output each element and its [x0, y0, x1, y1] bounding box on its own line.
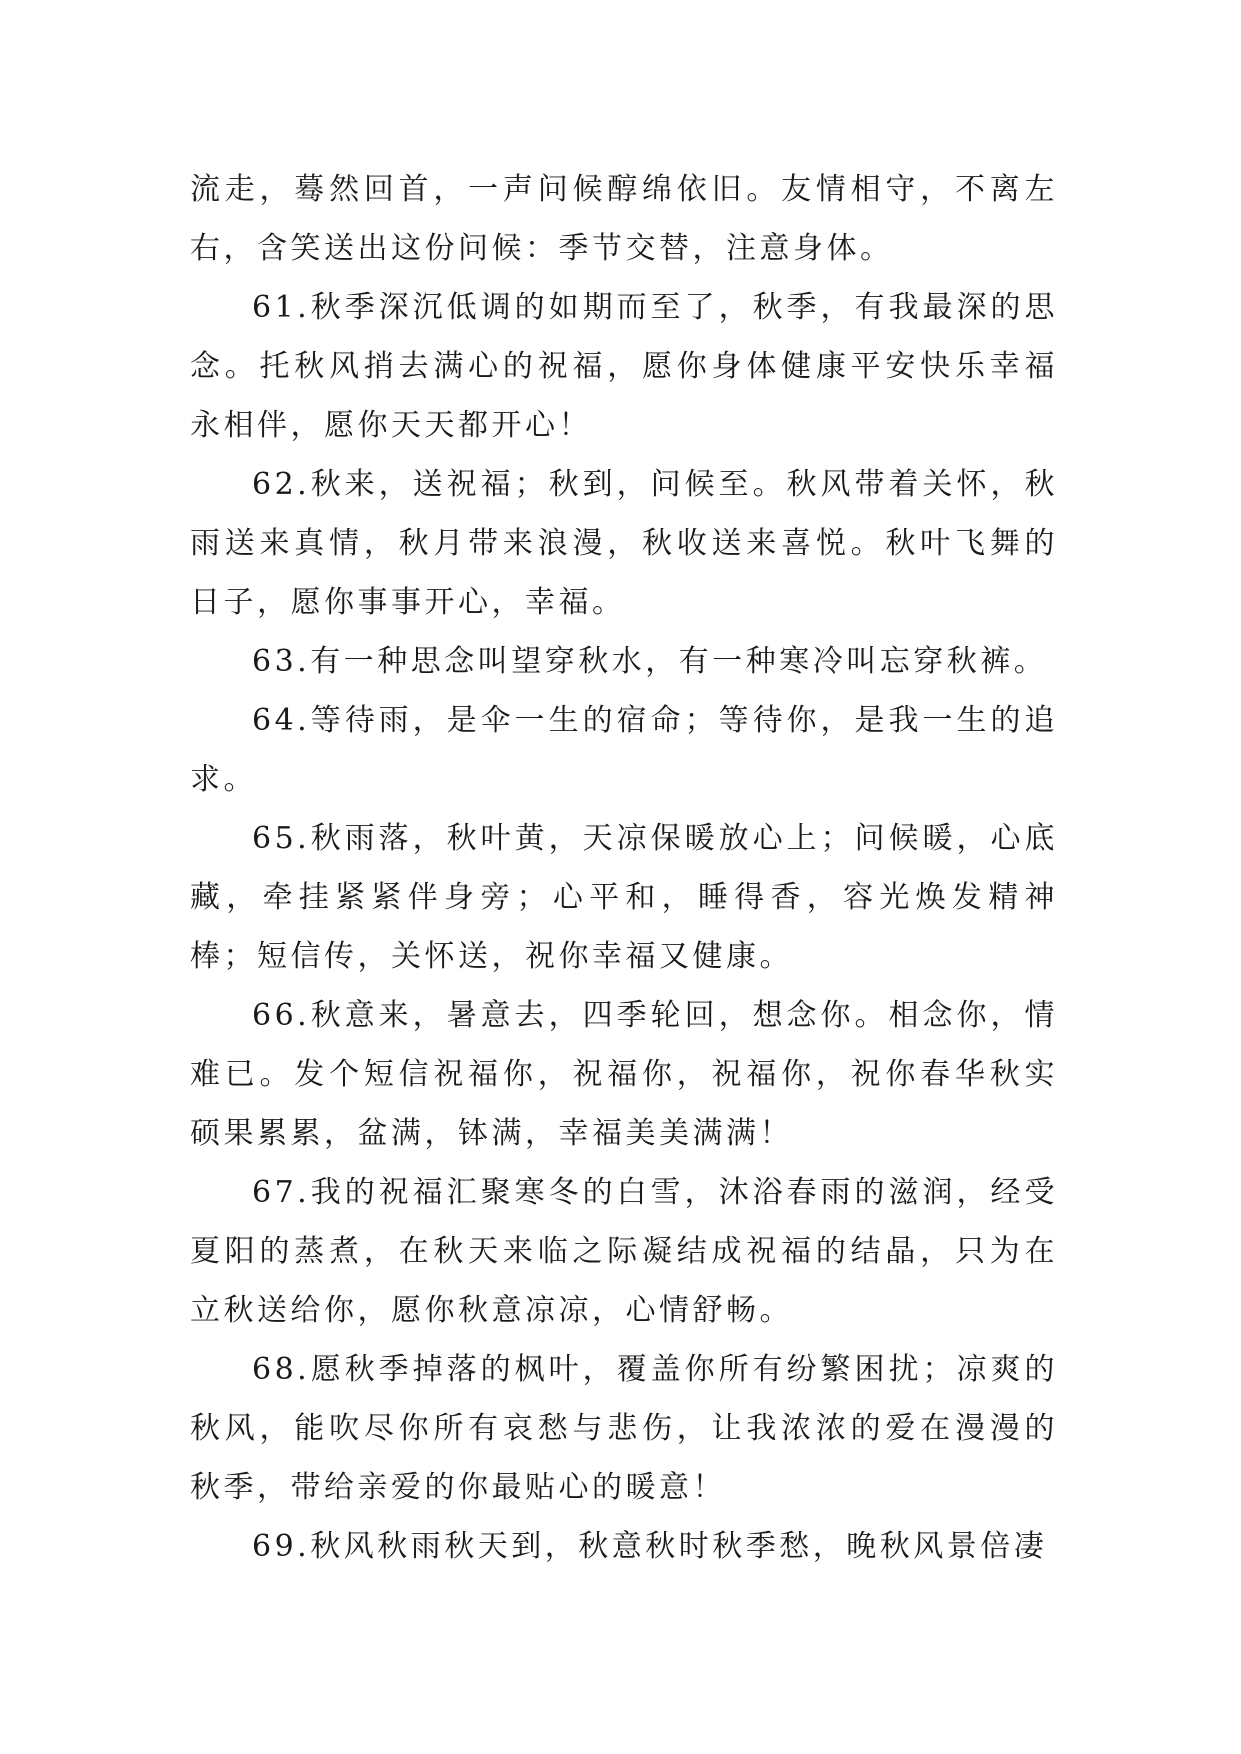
paragraph-61: 61.秋季深沉低调的如期而至了，秋季，有我最深的思念。托秋风捎去满心的祝福，愿你身体健康平安快乐幸福永相伴，愿你天天都开心！ — [190, 290, 1058, 443]
paragraph-62: 62.秋来，送祝福；秋到，问候至。秋风带着关怀，秋雨送来真情，秋月带来浪漫，秋收送来喜悦。秋叶飞舞的日子，愿你事事开心，幸福。 — [190, 467, 1058, 620]
paragraph-65: 65.秋雨落，秋叶黄，天凉保暖放心上；问候暖，心底藏，牵挂紧紧伴身旁；心平和，睡得香，容光焕发精神棒；短信传，关怀送，祝你幸福又健康。 — [190, 821, 1058, 974]
paragraph-64: 64.等待雨，是伞一生的宿命；等待你，是我一生的追求。 — [190, 703, 1058, 797]
document-page — [190, 160, 1058, 1576]
paragraph-67: 67.我的祝福汇聚寒冬的白雪，沐浴春雨的滋润，经受夏阳的蒸煮，在秋天来临之际凝结成祝福的结晶，只为在立秋送给你，愿你秋意凉凉，心情舒畅。 — [190, 1175, 1058, 1328]
paragraph-68: 68.愿秋季掉落的枫叶，覆盖你所有纷繁困扰；凉爽的秋风，能吹尽你所有哀愁与悲伤，让我浓浓的爱在漫漫的秋季，带给亲爱的你最贴心的暖意！ — [190, 1352, 1058, 1505]
paragraph-69: 69.秋风秋雨秋天到，秋意秋时秋季愁，晚秋风景倍凄 — [252, 1529, 1048, 1564]
paragraph-66: 66.秋意来，暑意去，四季轮回，想念你。相念你，情难已。发个短信祝福你，祝福你，祝福你，祝你春华秋实硕果累累，盆满，钵满，幸福美美满满！ — [190, 998, 1058, 1151]
paragraph-63: 63.有一种思念叫望穿秋水，有一种寒冷叫忘穿秋裤。 — [252, 644, 1048, 679]
paragraph-continued: 流走，蓦然回首，一声问候醇绵依旧。友情相守，不离左右，含笑送出这份问候：季节交替，注意身体。 — [190, 172, 1058, 266]
